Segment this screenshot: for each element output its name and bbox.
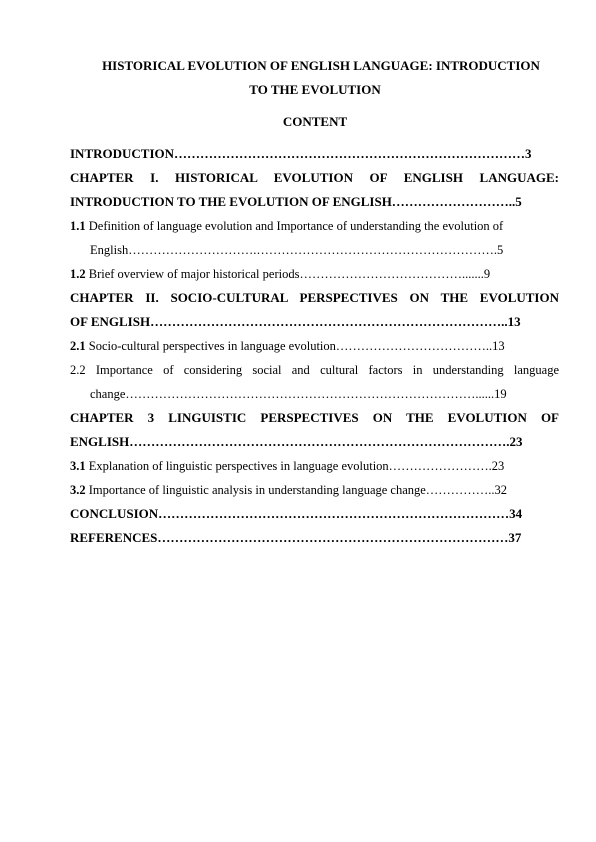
toc-section-2-1 bbox=[70, 334, 559, 358]
toc-section-1-2 bbox=[70, 262, 559, 286]
toc-section-2-2-cont: change…………………………………………………………………………......19 bbox=[90, 387, 507, 401]
section-title: Importance of linguistic analysis in understanding language change……………..32 bbox=[85, 483, 508, 497]
section-number: 1.1 bbox=[70, 219, 86, 233]
section-title: Brief overview of major historical periods………………………………….......9 bbox=[85, 267, 491, 281]
title-line-2: TO THE EVOLUTION bbox=[249, 82, 381, 97]
document-title bbox=[70, 54, 560, 102]
table-of-contents bbox=[70, 142, 559, 550]
title-line-1: HISTORICAL EVOLUTION OF ENGLISH LANGUAGE: INTRODUCTION bbox=[102, 58, 540, 73]
content-heading: CONTENT bbox=[282, 114, 348, 129]
section-title: Explanation of linguistic perspectives in language evolution…………………….23 bbox=[85, 459, 505, 473]
toc-references: REFERENCES………………………………………………………………………37 bbox=[70, 530, 522, 545]
toc-introduction: INTRODUCTION………………………………………………………………………3 bbox=[70, 146, 532, 161]
toc-chapter-2-line-1: CHAPTER II. SOCIO-CULTURAL PERSPECTIVES ON THE EVOLUTION bbox=[70, 290, 559, 305]
toc-section-1-1-cont: English………………………….………………………………………………….5 bbox=[90, 243, 504, 257]
section-title: Socio-cultural perspectives in language evolution………………………………..13 bbox=[85, 339, 505, 353]
toc-section-3-1 bbox=[70, 454, 559, 478]
toc-section-3-2 bbox=[70, 478, 559, 502]
section-title: Definition of language evolution and Importance of understanding the evolution of bbox=[85, 219, 504, 233]
toc-section-1-1 bbox=[70, 214, 559, 238]
section-number: 1.2 bbox=[70, 267, 86, 281]
toc-section-2-2: 2.2 Importance of considering social and cultural factors in understanding language bbox=[70, 363, 559, 377]
toc-chapter-2-line-2: OF ENGLISH………………………………………………………………………..13 bbox=[70, 314, 521, 329]
toc-conclusion: CONCLUSION………………………………………………………………………34 bbox=[70, 506, 523, 521]
toc-chapter-3-line-2: ENGLISH…………………………………………………………………………….23 bbox=[70, 434, 523, 449]
section-number: 2.1 bbox=[70, 339, 86, 353]
toc-chapter-1-line-2: INTRODUCTION TO THE EVOLUTION OF ENGLISH………………………..5 bbox=[70, 194, 522, 209]
section-number: 3.2 bbox=[70, 483, 86, 497]
toc-chapter-3-line-1: CHAPTER 3 LINGUISTIC PERSPECTIVES ON THE EVOLUTION OF bbox=[70, 410, 559, 425]
section-number: 3.1 bbox=[70, 459, 86, 473]
toc-chapter-1-line-1: CHAPTER I. HISTORICAL EVOLUTION OF ENGLISH LANGUAGE: bbox=[70, 170, 559, 185]
